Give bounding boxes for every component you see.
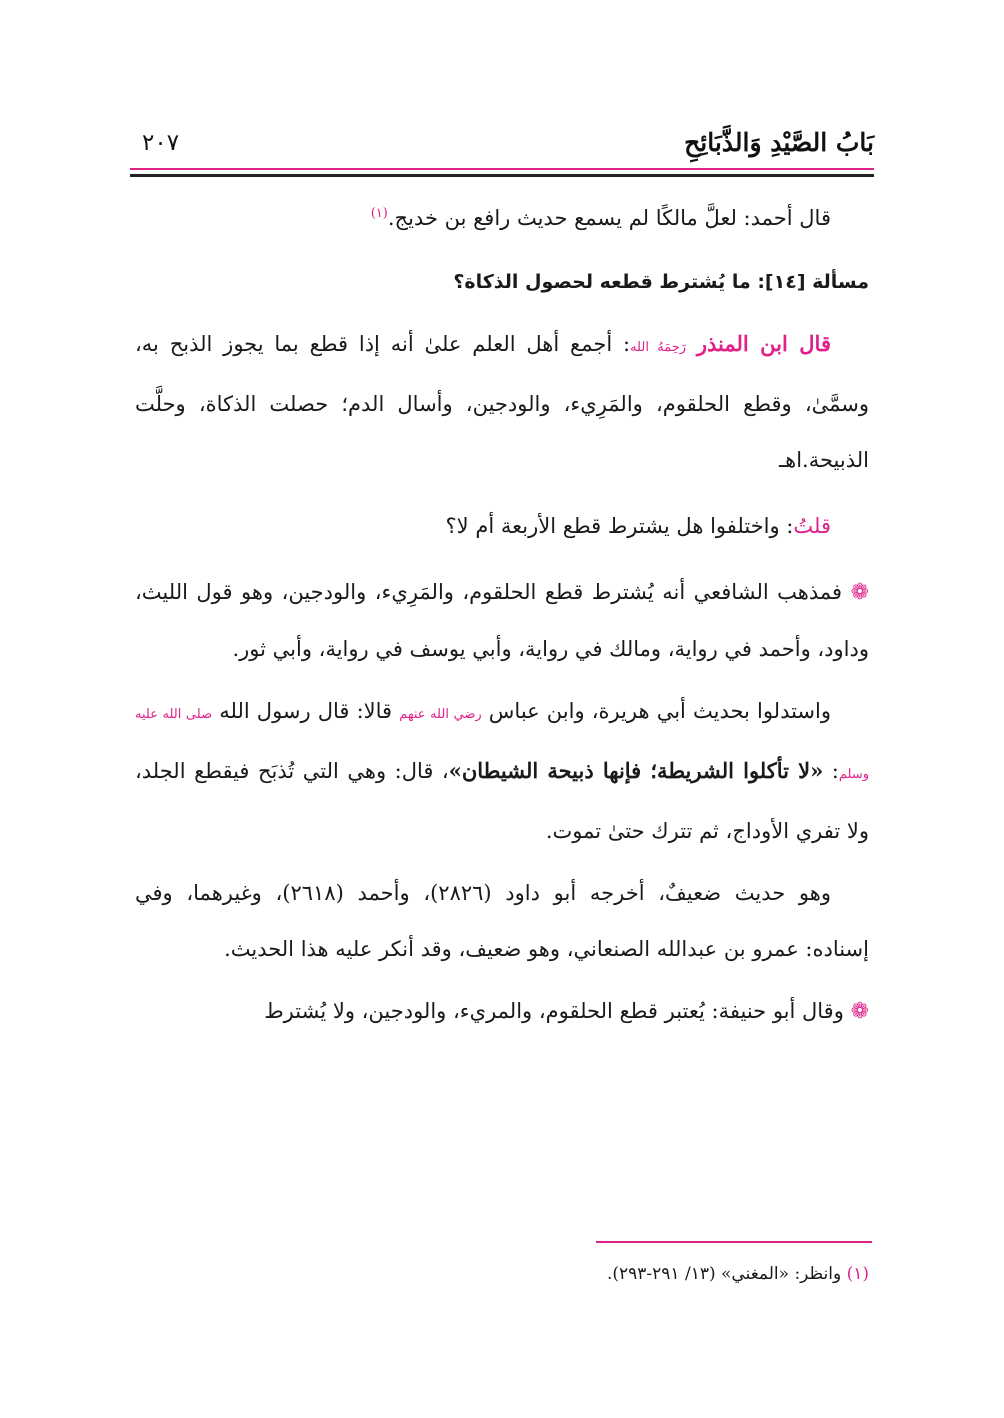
honorific-glyph: رَحِمَهُ الله (630, 340, 687, 355)
paragraph-shafii (135, 564, 869, 677)
footnote-marker: (١) (846, 1264, 869, 1284)
header-rule-black (130, 174, 874, 177)
paragraph-text: واستدلوا بحديث أبي هريرة، وابن عباس (488, 699, 832, 723)
paragraph-text: : أجمع أهل العلم علىٰ أنه إذا قطع بما يجوز الذبح به، وسمَّىٰ، وقطع الحلقوم، والمَرِيء، والودجين، وأسال الدم؛ حصلت الذكاة، وحلَّت الذبيحة.اهـ (135, 332, 869, 472)
speaker-name: قال ابن المنذر (696, 331, 831, 356)
honorific-glyph: رضي الله عنهم (399, 707, 482, 722)
page-number: ٢٠٧ (142, 130, 180, 156)
issue-heading: مسألة [١٤]: ما يُشترط قطعه لحصول الذكاة؟ (453, 271, 869, 293)
footnote-separator (596, 1241, 872, 1243)
hadith-quote: «لا تأكلوا الشريطة؛ فإنها ذبيحة الشيطان» (448, 758, 824, 783)
paragraph-text: : (831, 759, 839, 783)
header-rule-pink (130, 168, 874, 170)
running-header (130, 128, 874, 168)
paragraph-ahmad (135, 186, 869, 246)
qultu-label: قلتُ (793, 514, 831, 538)
paragraph-text: ، قال: وهي التي تُذبَح فيقطع الجلد، ولا تفري الأوداج، ثم تترك حتىٰ تموت. (135, 759, 869, 843)
paragraph-text: قال أحمد: لعلَّ مالكًا لم يسمع حديث رافع بن خديج. (387, 206, 831, 230)
footnote-ref[interactable]: (١) (370, 206, 388, 221)
main-text (135, 186, 869, 1040)
paragraph-text: فمذهب الشافعي أنه يُشترط قطع الحلقوم، والمَرِيء، والودجين، وهو قول الليث، وداود، وأحمد في رواية، ومالك في رواية، وأبي يوسف في رواية، وأبي ثور. (135, 580, 869, 661)
flower-bullet-icon: ❁ (850, 999, 869, 1024)
chapter-title: بَابُ الصَّيْدِ وَالذَّبَائِحِ (684, 128, 874, 157)
footnote (607, 1264, 869, 1284)
paragraph-text: وهو حديث ضعيفٌ، أخرجه أبو داود (٢٨٢٦)، وأحمد (٢٦١٨)، وغيرهما، وفي إسناده: عمرو بن عبدالله الصنعاني، وهو ضعيف، وقد أنكر عليه هذا الحديث. (135, 881, 869, 961)
paragraph-ibn-almundhir (135, 316, 869, 488)
flower-bullet-icon: ❁ (850, 580, 869, 605)
paragraph-text: وقال أبو حنيفة: يُعتبر قطع الحلقوم، والمريء، والودجين، ولا يُشترط (264, 999, 844, 1023)
honorific-glyph: صلى الله عليه وسلم (135, 707, 869, 782)
paragraph-text: قالا: قال رسول الله (219, 699, 393, 723)
paragraph-evidence (135, 683, 869, 859)
paragraph-weak-hadith (135, 865, 869, 977)
footnote-text: وانظر: «المغني» (١٣/ ٢٩١-٢٩٣). (606, 1264, 842, 1284)
paragraph-text: : واختلفوا هل يشترط قطع الأربعة أم لا؟ (445, 514, 794, 538)
paragraph-qultu (135, 498, 869, 554)
paragraph-abu-hanifa (135, 983, 869, 1040)
